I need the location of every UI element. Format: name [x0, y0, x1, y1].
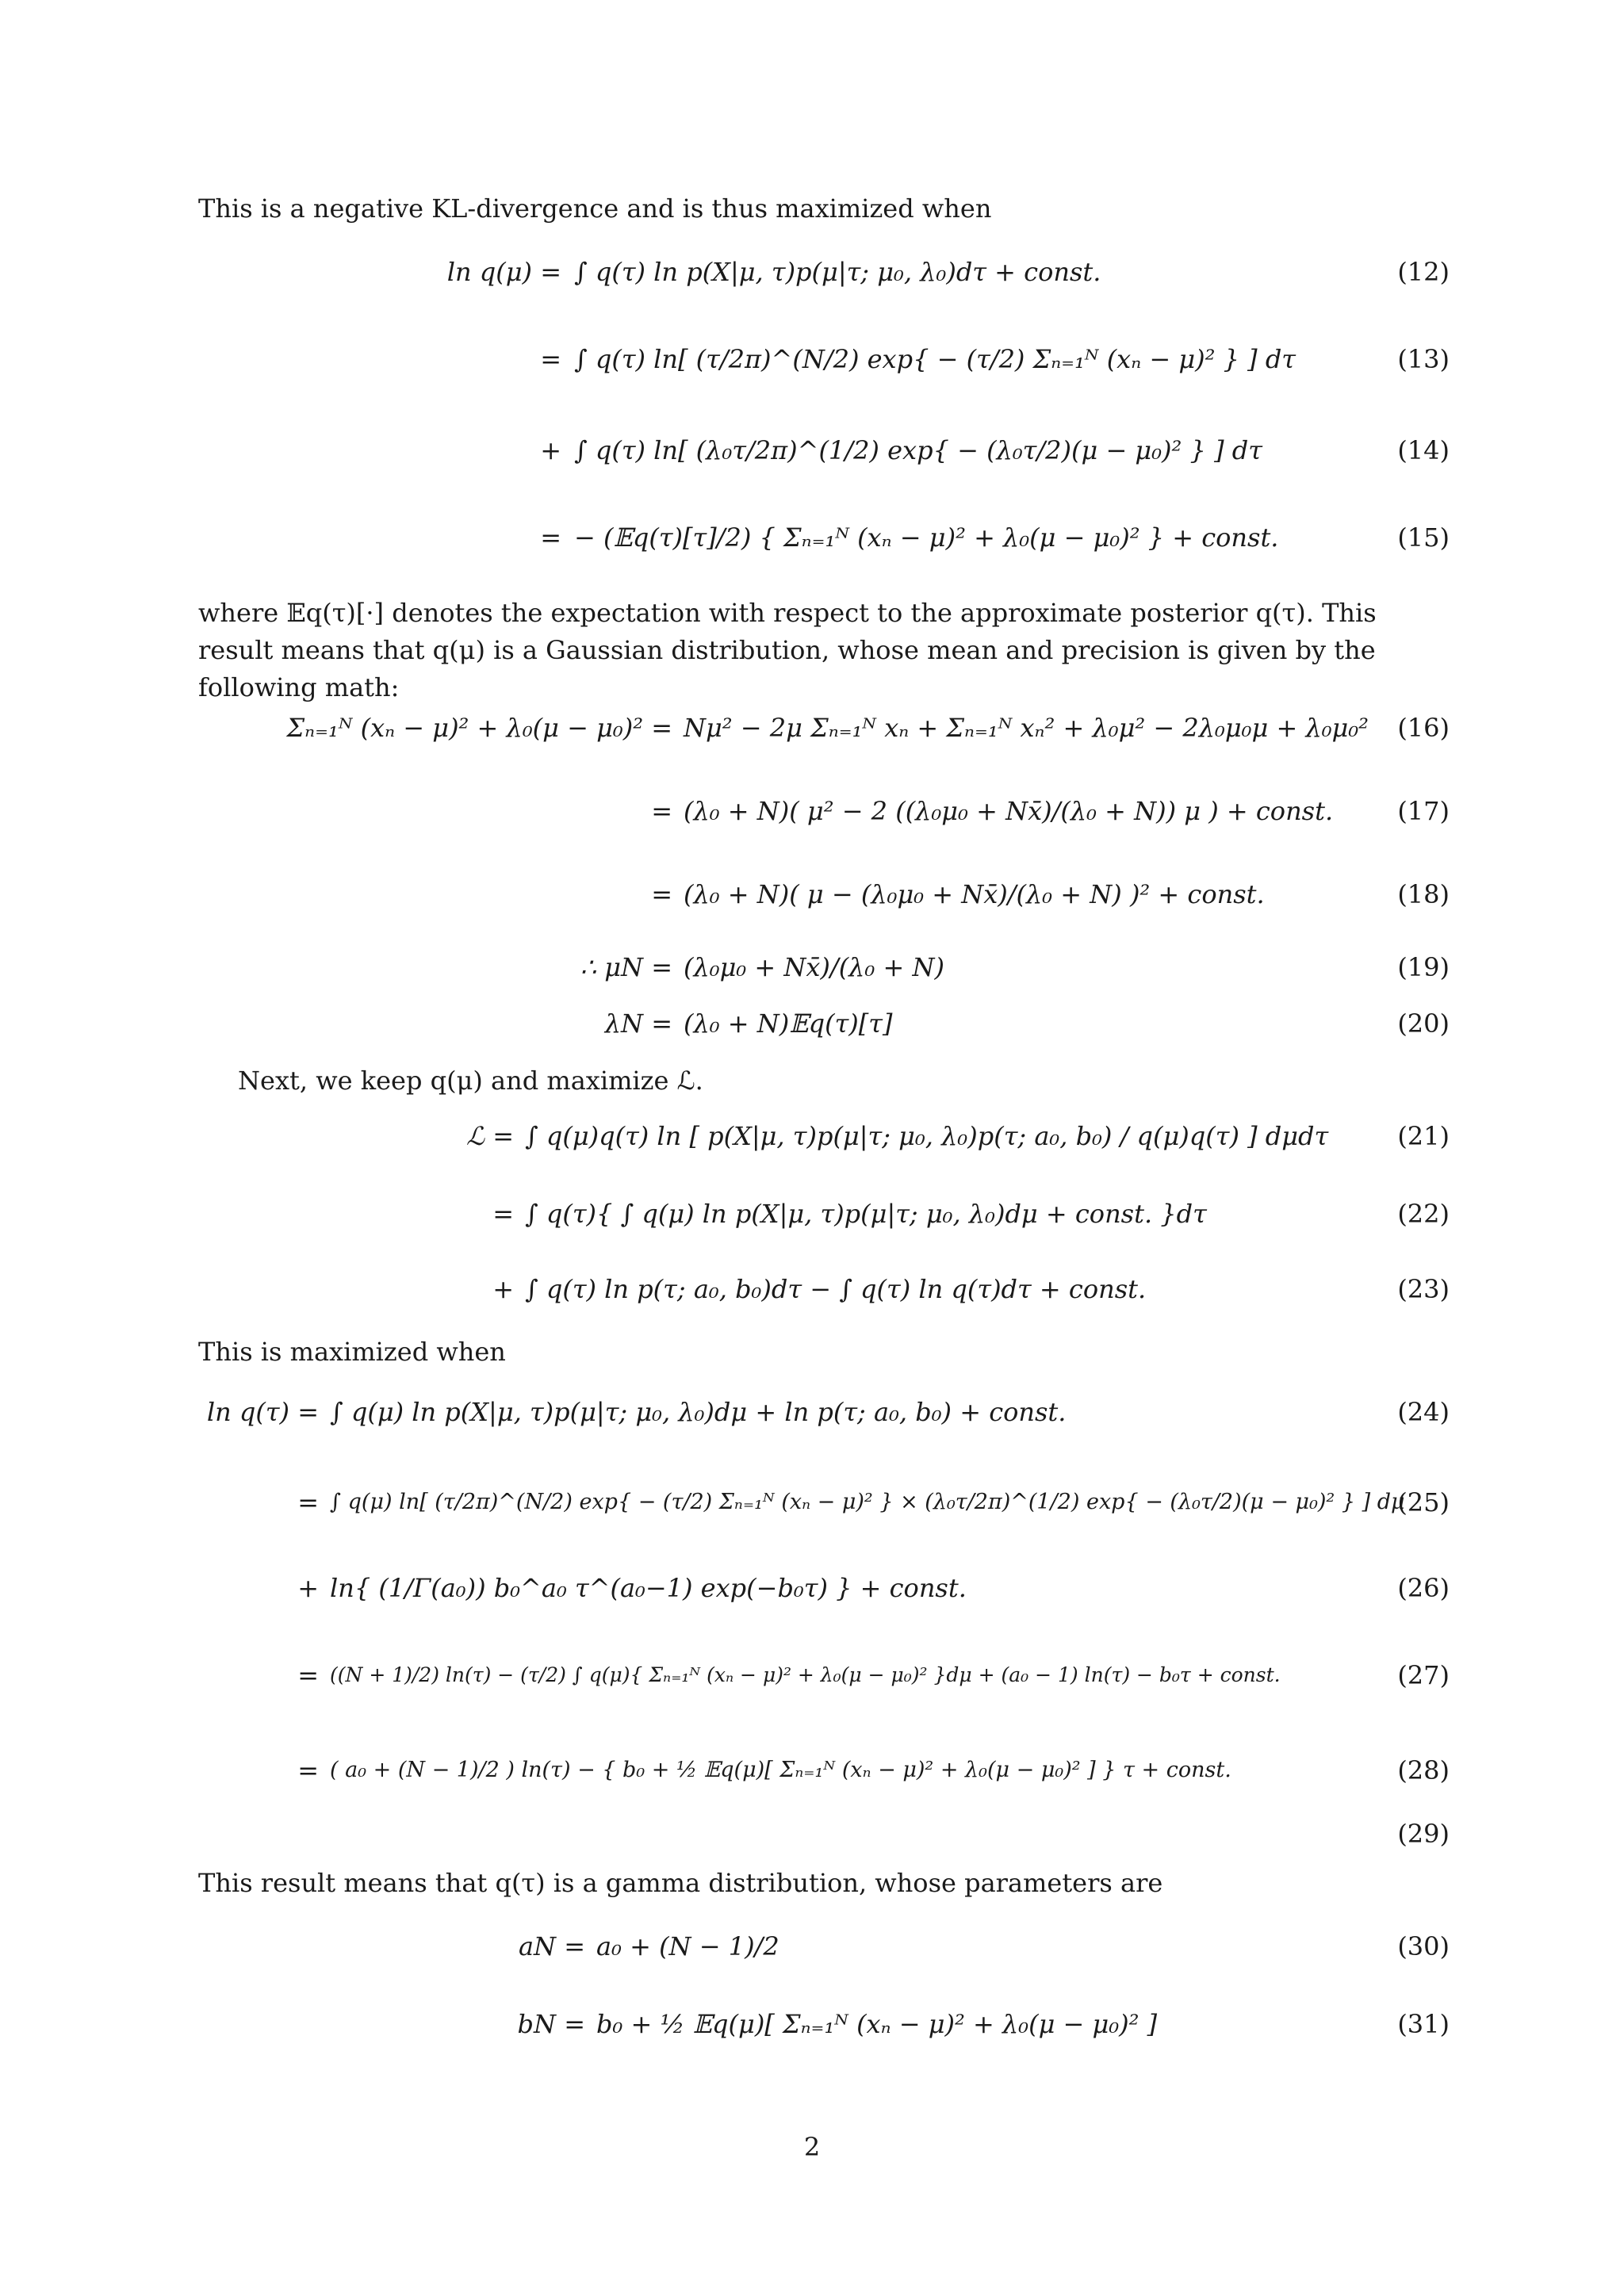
equation-number: (12): [1397, 257, 1450, 287]
equation-lhs: =: [540, 344, 561, 374]
equation-15: [0, 519, 1624, 567]
equation-14: [0, 432, 1624, 480]
equation-number: (15): [1397, 522, 1450, 553]
equation-number: (19): [1397, 952, 1450, 982]
equation-13: [0, 341, 1624, 388]
equation-number: (17): [1397, 796, 1450, 826]
equation-rhs: ∫ q(μ) ln p(X|μ, τ)p(μ|τ; μ₀, λ₀)dμ + ln p(τ; a₀, b₀) + const.: [330, 1397, 1067, 1427]
equation-number: (29): [1397, 1819, 1450, 1849]
equation-lhs: λN =: [604, 1008, 672, 1039]
paragraph-gamma: This result means that q(τ) is a gamma distribution, whose parameters are: [198, 1868, 1163, 1898]
equation-lhs: +: [540, 435, 561, 465]
equation-lhs: bN =: [517, 2009, 585, 2039]
equation-31: [0, 2006, 1624, 2053]
equation-lhs: ∴ μN =: [580, 952, 672, 982]
equation-21: [0, 1118, 1624, 1165]
equation-lhs: +: [492, 1274, 514, 1304]
equation-number: (31): [1397, 2009, 1450, 2039]
equation-20: [0, 1005, 1624, 1053]
equation-12: [0, 254, 1624, 301]
equation-rhs: ∫ q(τ) ln[ (λ₀τ/2π)^(1/2) exp{ − (λ₀τ/2)(μ − μ₀)² } ] dτ: [574, 435, 1262, 465]
equation-22: [0, 1196, 1624, 1243]
equation-number: (27): [1397, 1660, 1450, 1690]
equation-rhs: − (𝔼q(τ)[τ]/2) { Σₙ₌₁ᴺ (xₙ − μ)² + λ₀(μ − μ₀)² } + const.: [574, 522, 1279, 553]
equation-lhs: =: [492, 1199, 514, 1229]
equation-rhs: ∫ q(τ){ ∫ q(μ) ln p(X|μ, τ)p(μ|τ; μ₀, λ₀)dμ + const. }dτ: [525, 1199, 1207, 1229]
equation-lhs: ln q(μ) =: [446, 257, 561, 287]
equation-number: (25): [1397, 1487, 1450, 1517]
equation-number: (23): [1397, 1274, 1450, 1304]
equation-rhs: (λ₀ + N)( μ² − 2 ((λ₀μ₀ + Nx̄)/(λ₀ + N)) μ ) + const.: [684, 796, 1334, 826]
equation-rhs: (λ₀μ₀ + Nx̄)/(λ₀ + N): [684, 952, 944, 982]
equation-25: [0, 1484, 1624, 1532]
equation-16: [0, 710, 1624, 757]
equation-rhs: ∫ q(μ)q(τ) ln [ p(X|μ, τ)p(μ|τ; μ₀, λ₀)p(τ; a₀, b₀) / q(μ)q(τ) ] dμdτ: [525, 1121, 1329, 1151]
equation-lhs: ℒ =: [465, 1121, 514, 1151]
equation-number: (22): [1397, 1199, 1450, 1229]
equation-17: [0, 793, 1624, 840]
equation-lhs: =: [297, 1487, 319, 1517]
equation-lhs: =: [651, 879, 672, 909]
equation-rhs: ∫ q(τ) ln p(X|μ, τ)p(μ|τ; μ₀, λ₀)dτ + const.: [574, 257, 1101, 287]
equation-number: (20): [1397, 1008, 1450, 1039]
equation-19: [0, 949, 1624, 997]
paragraph-intro: This is a negative KL-divergence and is thus maximized when: [198, 193, 992, 224]
equation-number: (18): [1397, 879, 1450, 909]
paragraph-expectation: where 𝔼q(τ)[·] denotes the expectation with respect to the approximate posterior q(τ). This result means that q(μ) is a Gaussian distribution, whose mean and precision is given by the following math:: [198, 598, 1377, 702]
equation-number: (21): [1397, 1121, 1450, 1151]
equation-lhs: =: [297, 1755, 319, 1785]
equation-number: (30): [1397, 1931, 1450, 1961]
equation-number: (13): [1397, 344, 1450, 374]
equation-rhs: ∫ q(τ) ln p(τ; a₀, b₀)dτ − ∫ q(τ) ln q(τ)dτ + const.: [525, 1274, 1147, 1304]
equation-28: [0, 1752, 1624, 1800]
equation-26: [0, 1570, 1624, 1617]
equation-lhs: =: [297, 1660, 319, 1690]
equation-18: [0, 876, 1624, 924]
paragraph-next: Next, we keep q(μ) and maximize ℒ.: [238, 1066, 703, 1096]
equation-number: (16): [1397, 713, 1450, 743]
equation-lhs: Σₙ₌₁ᴺ (xₙ − μ)² + λ₀(μ − μ₀)² =: [286, 713, 672, 743]
equation-number: (26): [1397, 1573, 1450, 1603]
equation-rhs: Nμ² − 2μ Σₙ₌₁ᴺ xₙ + Σₙ₌₁ᴺ xₙ² + λ₀μ² − 2λ₀μ₀μ + λ₀μ₀²: [684, 713, 1369, 743]
equation-23: [0, 1271, 1624, 1318]
equation-rhs: ln{ (1/Γ(a₀)) b₀^a₀ τ^(a₀−1) exp(−b₀τ) } + const.: [330, 1573, 967, 1603]
equation-lhs: =: [651, 796, 672, 826]
equation-rhs: a₀ + (N − 1)/2: [596, 1931, 779, 1961]
equation-rhs: b₀ + ½ 𝔼q(μ)[ Σₙ₌₁ᴺ (xₙ − μ)² + λ₀(μ − μ₀)² ]: [596, 2009, 1158, 2039]
page-number: 2: [803, 2132, 821, 2162]
equation-30: [0, 1928, 1624, 1976]
equation-lhs: +: [297, 1573, 319, 1603]
equation-rhs: ∫ q(τ) ln[ (τ/2π)^(N/2) exp{ − (τ/2) Σₙ₌₁ᴺ (xₙ − μ)² } ] dτ: [574, 344, 1296, 374]
equation-24: [0, 1394, 1624, 1441]
equation-lhs: aN =: [518, 1931, 585, 1961]
equation-lhs: ln q(τ) =: [206, 1397, 319, 1427]
equation-lhs: =: [540, 522, 561, 553]
equation-rhs: (λ₀ + N)( μ − (λ₀μ₀ + Nx̄)/(λ₀ + N) )² + const.: [684, 879, 1265, 909]
paragraph-maximized: This is maximized when: [198, 1337, 506, 1367]
equation-27: [0, 1657, 1624, 1705]
equation-number: (28): [1397, 1755, 1450, 1785]
equation-rhs: ∫ q(μ) ln[ (τ/2π)^(N/2) exp{ − (τ/2) Σₙ₌₁ᴺ (xₙ − μ)² } × (λ₀τ/2π)^(1/2) exp{ − (λ₀τ/2)(μ − μ₀)² } ] dμ: [330, 1490, 1405, 1514]
equation-number: (24): [1397, 1397, 1450, 1427]
equation-rhs: ( a₀ + (N − 1)/2 ) ln(τ) − { b₀ + ½ 𝔼q(μ)[ Σₙ₌₁ᴺ (xₙ − μ)² + λ₀(μ − μ₀)² ] } τ + const.: [330, 1758, 1231, 1782]
equation-rhs: ((N + 1)/2) ln(τ) − (τ/2) ∫ q(μ){ Σₙ₌₁ᴺ (xₙ − μ)² + λ₀(μ − μ₀)² }dμ + (a₀ − 1) ln(τ) − b₀τ + const.: [330, 1663, 1281, 1686]
equation-29: [0, 1816, 1624, 1863]
equation-rhs: (λ₀ + N)𝔼q(τ)[τ]: [684, 1008, 893, 1039]
equation-number: (14): [1397, 435, 1450, 465]
